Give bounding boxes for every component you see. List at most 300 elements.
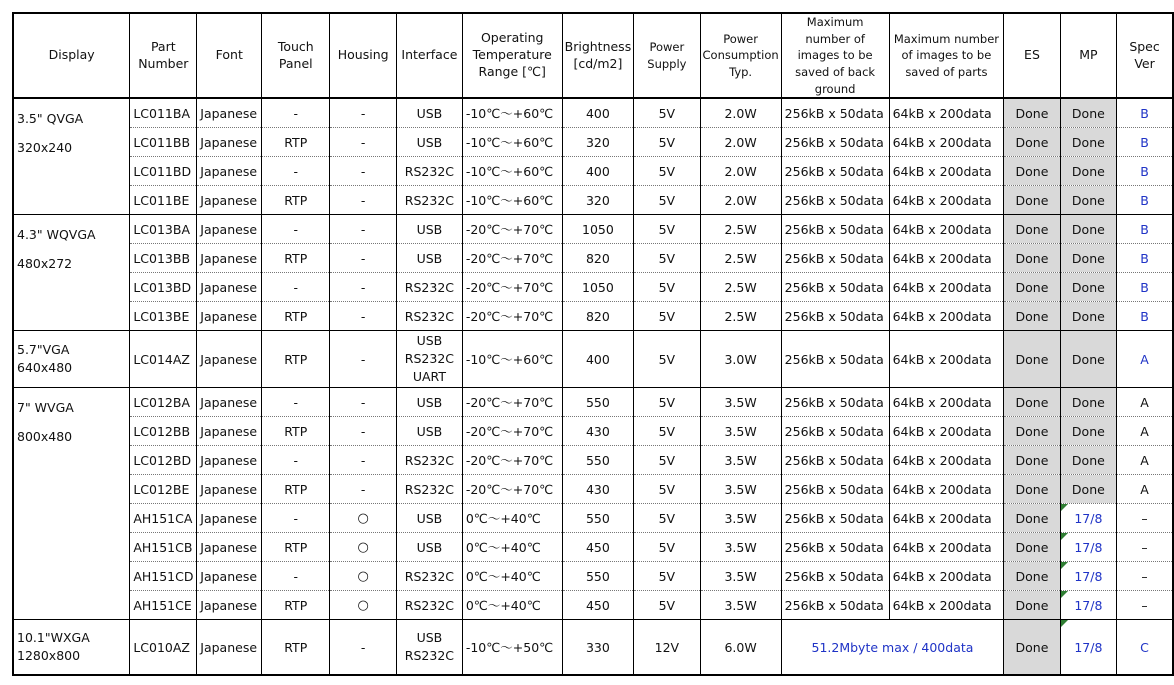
brightness: 330 <box>562 620 634 676</box>
display-cell <box>13 331 130 388</box>
max-parts: 64kB x 200data <box>889 417 1004 446</box>
housing: - <box>330 157 397 186</box>
col-header-font: Font <box>197 13 262 98</box>
mp-status: Done <box>1060 128 1116 157</box>
mp-status: Done <box>1060 302 1116 331</box>
power-supply: 5V <box>634 244 700 273</box>
max-background: 256kB x 50data <box>781 157 889 186</box>
font: Japanese <box>197 533 262 562</box>
operating-temp: -10℃～+60℃ <box>462 186 562 215</box>
mp-status: Done <box>1060 157 1116 186</box>
operating-temp: -20℃～+70℃ <box>462 388 562 417</box>
touch-panel: RTP <box>262 331 330 388</box>
mp-status: 17/8 <box>1060 562 1116 591</box>
power-supply: 5V <box>634 417 700 446</box>
max-background: 256kB x 50data <box>781 331 889 388</box>
max-background: 256kB x 50data <box>781 128 889 157</box>
power-consumption: 3.5W <box>700 591 781 620</box>
es-status: Done <box>1004 533 1060 562</box>
part-number: LC010AZ <box>130 620 197 676</box>
touch-panel: - <box>262 446 330 475</box>
max-parts: 64kB x 200data <box>889 388 1004 417</box>
housing: - <box>330 244 397 273</box>
housing: ○ <box>330 533 397 562</box>
max-background: 256kB x 50data <box>781 273 889 302</box>
power-consumption: 2.5W <box>700 215 781 244</box>
es-status: Done <box>1004 620 1060 676</box>
power-supply: 5V <box>634 446 700 475</box>
power-supply: 5V <box>634 475 700 504</box>
part-number: LC013BD <box>130 273 197 302</box>
es-status: Done <box>1004 273 1060 302</box>
table-body <box>13 98 1173 675</box>
mp-status: Done <box>1060 446 1116 475</box>
housing: - <box>330 620 397 676</box>
col-header-display: Display <box>13 13 130 98</box>
mp-status: 17/8 <box>1060 620 1116 676</box>
spec-version: B <box>1117 186 1173 215</box>
table-row <box>13 533 1173 562</box>
touch-panel: RTP <box>262 417 330 446</box>
operating-temp: 0℃～+40℃ <box>462 591 562 620</box>
interface-line: USB <box>416 333 443 349</box>
spec-version: B <box>1117 157 1173 186</box>
touch-panel: - <box>262 98 330 128</box>
font: Japanese <box>197 273 262 302</box>
touch-panel: - <box>262 215 330 244</box>
table-row <box>13 331 1173 388</box>
spec-version: B <box>1117 128 1173 157</box>
es-status: Done <box>1004 128 1060 157</box>
mp-status: Done <box>1060 98 1116 128</box>
operating-temp: 0℃～+40℃ <box>462 504 562 533</box>
brightness: 400 <box>562 331 634 388</box>
spec-version: A <box>1117 388 1173 417</box>
brightness: 550 <box>562 562 634 591</box>
interface: USB <box>396 128 462 157</box>
max-background: 256kB x 50data <box>781 98 889 128</box>
storage-capacity: 51.2Mbyte max / 400data <box>781 620 1004 676</box>
display-resolution: 640x480 <box>17 360 73 376</box>
interface-line: RS232C <box>404 648 455 664</box>
power-consumption: 3.5W <box>700 504 781 533</box>
mp-status: Done <box>1060 388 1116 417</box>
col-header-max-background: Maximum number of images to be saved of back ground <box>781 13 889 98</box>
font: Japanese <box>197 331 262 388</box>
col-header-es: ES <box>1004 13 1060 98</box>
max-background: 256kB x 50data <box>781 244 889 273</box>
max-parts: 64kB x 200data <box>889 475 1004 504</box>
part-number: LC012BB <box>130 417 197 446</box>
max-background: 256kB x 50data <box>781 302 889 331</box>
touch-panel: RTP <box>262 620 330 676</box>
font: Japanese <box>197 620 262 676</box>
es-status: Done <box>1004 331 1060 388</box>
housing: - <box>330 331 397 388</box>
max-parts: 64kB x 200data <box>889 302 1004 331</box>
part-number: LC011BD <box>130 157 197 186</box>
spec-version: – <box>1117 591 1173 620</box>
power-supply: 5V <box>634 533 700 562</box>
brightness: 550 <box>562 504 634 533</box>
mp-status: Done <box>1060 273 1116 302</box>
max-background: 256kB x 50data <box>781 533 889 562</box>
part-number: LC011BE <box>130 186 197 215</box>
power-consumption: 3.5W <box>700 562 781 591</box>
brightness: 320 <box>562 186 634 215</box>
display-resolution: 480x272 <box>17 256 73 272</box>
es-status: Done <box>1004 504 1060 533</box>
interface: RS232C <box>396 475 462 504</box>
display-size: 5.7"VGA <box>17 342 70 358</box>
product-spec-table <box>12 12 1174 676</box>
col-header-brightness: Brightness [cd/m2] <box>562 13 634 98</box>
operating-temp: -10℃～+60℃ <box>462 331 562 388</box>
operating-temp: -20℃～+70℃ <box>462 215 562 244</box>
max-parts: 64kB x 200data <box>889 98 1004 128</box>
font: Japanese <box>197 244 262 273</box>
brightness: 430 <box>562 475 634 504</box>
interface: USB <box>396 215 462 244</box>
operating-temp: -20℃～+70℃ <box>462 446 562 475</box>
power-consumption: 3.5W <box>700 475 781 504</box>
interface: USB <box>396 417 462 446</box>
touch-panel: RTP <box>262 186 330 215</box>
brightness: 550 <box>562 388 634 417</box>
spec-version: C <box>1117 620 1173 676</box>
es-status: Done <box>1004 591 1060 620</box>
mp-status: 17/8 <box>1060 591 1116 620</box>
es-status: Done <box>1004 98 1060 128</box>
housing: - <box>330 186 397 215</box>
spec-version: A <box>1117 417 1173 446</box>
font: Japanese <box>197 215 262 244</box>
power-supply: 12V <box>634 620 700 676</box>
part-number: LC014AZ <box>130 331 197 388</box>
power-consumption: 3.0W <box>700 331 781 388</box>
interface: RS232C <box>396 562 462 591</box>
power-consumption: 2.5W <box>700 273 781 302</box>
max-parts: 64kB x 200data <box>889 215 1004 244</box>
housing: - <box>330 446 397 475</box>
brightness: 1050 <box>562 215 634 244</box>
font: Japanese <box>197 128 262 157</box>
col-header-interface: Interface <box>396 13 462 98</box>
max-background: 256kB x 50data <box>781 186 889 215</box>
col-header-power-supply: Power Supply <box>634 13 700 98</box>
brightness: 450 <box>562 591 634 620</box>
col-header-max-parts: Maximum number of images to be saved of parts <box>889 13 1004 98</box>
power-supply: 5V <box>634 302 700 331</box>
interface-line: RS232C <box>404 351 455 367</box>
operating-temp: -20℃～+70℃ <box>462 244 562 273</box>
font: Japanese <box>197 302 262 331</box>
power-supply: 5V <box>634 273 700 302</box>
es-status: Done <box>1004 475 1060 504</box>
operating-temp: -20℃～+70℃ <box>462 302 562 331</box>
touch-panel: - <box>262 273 330 302</box>
power-supply: 5V <box>634 562 700 591</box>
power-consumption: 2.0W <box>700 186 781 215</box>
font: Japanese <box>197 591 262 620</box>
interface <box>396 620 462 676</box>
es-status: Done <box>1004 244 1060 273</box>
max-background: 256kB x 50data <box>781 475 889 504</box>
display-size: 10.1"WXGA <box>17 630 90 646</box>
brightness: 450 <box>562 533 634 562</box>
es-status: Done <box>1004 417 1060 446</box>
part-number: LC012BD <box>130 446 197 475</box>
touch-panel: RTP <box>262 475 330 504</box>
touch-panel: - <box>262 157 330 186</box>
touch-panel: - <box>262 562 330 591</box>
spec-version: – <box>1117 504 1173 533</box>
table-row <box>13 128 1173 157</box>
touch-panel: RTP <box>262 591 330 620</box>
es-status: Done <box>1004 562 1060 591</box>
power-supply: 5V <box>634 504 700 533</box>
power-consumption: 3.5W <box>700 533 781 562</box>
max-parts: 64kB x 200data <box>889 157 1004 186</box>
spec-version: A <box>1117 331 1173 388</box>
housing: - <box>330 273 397 302</box>
part-number: LC013BE <box>130 302 197 331</box>
interface-line: USB <box>416 630 443 646</box>
operating-temp: -10℃～+60℃ <box>462 157 562 186</box>
mp-status: Done <box>1060 186 1116 215</box>
max-parts: 64kB x 200data <box>889 533 1004 562</box>
max-parts: 64kB x 200data <box>889 591 1004 620</box>
display-resolution: 800x480 <box>17 429 73 445</box>
power-supply: 5V <box>634 215 700 244</box>
font: Japanese <box>197 157 262 186</box>
es-status: Done <box>1004 446 1060 475</box>
mp-status: Done <box>1060 244 1116 273</box>
font: Japanese <box>197 417 262 446</box>
touch-panel: RTP <box>262 128 330 157</box>
col-header-operating-temp: Operating Temperature Range [℃] <box>462 13 562 98</box>
display-resolution: 1280x800 <box>17 648 81 664</box>
part-number: LC013BB <box>130 244 197 273</box>
power-supply: 5V <box>634 98 700 128</box>
power-consumption: 2.0W <box>700 98 781 128</box>
max-parts: 64kB x 200data <box>889 331 1004 388</box>
table-row <box>13 475 1173 504</box>
table-row <box>13 157 1173 186</box>
table-row <box>13 215 1173 244</box>
es-status: Done <box>1004 186 1060 215</box>
brightness: 1050 <box>562 273 634 302</box>
power-consumption: 6.0W <box>700 620 781 676</box>
interface: RS232C <box>396 157 462 186</box>
col-header-housing: Housing <box>330 13 397 98</box>
part-number: LC013BA <box>130 215 197 244</box>
font: Japanese <box>197 186 262 215</box>
power-supply: 5V <box>634 128 700 157</box>
spec-version: B <box>1117 244 1173 273</box>
col-header-power-consumption: Power Consumption Typ. <box>700 13 781 98</box>
table-row <box>13 244 1173 273</box>
power-consumption: 3.5W <box>700 417 781 446</box>
max-background: 256kB x 50data <box>781 504 889 533</box>
spec-version: B <box>1117 302 1173 331</box>
housing: - <box>330 128 397 157</box>
display-cell <box>13 98 130 215</box>
max-parts: 64kB x 200data <box>889 446 1004 475</box>
interface: RS232C <box>396 446 462 475</box>
part-number: LC012BE <box>130 475 197 504</box>
table-row <box>13 591 1173 620</box>
power-consumption: 3.5W <box>700 388 781 417</box>
es-status: Done <box>1004 215 1060 244</box>
font: Japanese <box>197 562 262 591</box>
interface: RS232C <box>396 273 462 302</box>
mp-status: Done <box>1060 417 1116 446</box>
mp-status: 17/8 <box>1060 504 1116 533</box>
housing: ○ <box>330 504 397 533</box>
table-row <box>13 620 1173 676</box>
spec-version: B <box>1117 98 1173 128</box>
brightness: 430 <box>562 417 634 446</box>
table-row <box>13 562 1173 591</box>
display-resolution: 320x240 <box>17 140 73 156</box>
operating-temp: -20℃～+70℃ <box>462 273 562 302</box>
es-status: Done <box>1004 157 1060 186</box>
housing: - <box>330 215 397 244</box>
max-parts: 64kB x 200data <box>889 244 1004 273</box>
power-consumption: 2.5W <box>700 302 781 331</box>
brightness: 400 <box>562 98 634 128</box>
interface: USB <box>396 504 462 533</box>
display-cell <box>13 215 130 331</box>
font: Japanese <box>197 98 262 128</box>
mp-status: 17/8 <box>1060 533 1116 562</box>
mp-status: Done <box>1060 475 1116 504</box>
power-consumption: 2.0W <box>700 128 781 157</box>
table-row <box>13 302 1173 331</box>
max-background: 256kB x 50data <box>781 417 889 446</box>
es-status: Done <box>1004 388 1060 417</box>
part-number: AH151CE <box>130 591 197 620</box>
max-background: 256kB x 50data <box>781 388 889 417</box>
touch-panel: RTP <box>262 302 330 331</box>
max-background: 256kB x 50data <box>781 215 889 244</box>
display-cell <box>13 620 130 676</box>
spec-version: – <box>1117 562 1173 591</box>
spec-version: B <box>1117 215 1173 244</box>
part-number: AH151CA <box>130 504 197 533</box>
power-consumption: 3.5W <box>700 446 781 475</box>
power-supply: 5V <box>634 388 700 417</box>
spec-version: A <box>1117 446 1173 475</box>
max-parts: 64kB x 200data <box>889 128 1004 157</box>
max-background: 256kB x 50data <box>781 562 889 591</box>
interface: USB <box>396 533 462 562</box>
power-supply: 5V <box>634 157 700 186</box>
operating-temp: 0℃～+40℃ <box>462 562 562 591</box>
table-row <box>13 98 1173 128</box>
col-header-touch-panel: Touch Panel <box>262 13 330 98</box>
power-supply: 5V <box>634 591 700 620</box>
operating-temp: -10℃～+60℃ <box>462 128 562 157</box>
font: Japanese <box>197 446 262 475</box>
power-supply: 5V <box>634 186 700 215</box>
power-supply: 5V <box>634 331 700 388</box>
mp-status: Done <box>1060 215 1116 244</box>
header-row <box>13 13 1173 98</box>
max-background: 256kB x 50data <box>781 446 889 475</box>
operating-temp: -10℃～+60℃ <box>462 98 562 128</box>
brightness: 550 <box>562 446 634 475</box>
interface: USB <box>396 388 462 417</box>
housing: - <box>330 302 397 331</box>
housing: ○ <box>330 591 397 620</box>
max-background: 256kB x 50data <box>781 591 889 620</box>
part-number: AH151CD <box>130 562 197 591</box>
table-row <box>13 186 1173 215</box>
part-number: LC011BA <box>130 98 197 128</box>
max-parts: 64kB x 200data <box>889 186 1004 215</box>
font: Japanese <box>197 475 262 504</box>
part-number: LC011BB <box>130 128 197 157</box>
housing: - <box>330 98 397 128</box>
interface: RS232C <box>396 302 462 331</box>
touch-panel: RTP <box>262 533 330 562</box>
operating-temp: 0℃～+40℃ <box>462 533 562 562</box>
display-size: 3.5" QVGA <box>17 111 84 127</box>
operating-temp: -20℃～+70℃ <box>462 417 562 446</box>
operating-temp: -20℃～+70℃ <box>462 475 562 504</box>
touch-panel: - <box>262 388 330 417</box>
brightness: 820 <box>562 302 634 331</box>
table-row <box>13 417 1173 446</box>
interface: RS232C <box>396 186 462 215</box>
power-consumption: 2.5W <box>700 244 781 273</box>
col-header-spec-ver: Spec Ver <box>1117 13 1173 98</box>
mp-status: Done <box>1060 331 1116 388</box>
table-row <box>13 273 1173 302</box>
brightness: 820 <box>562 244 634 273</box>
operating-temp: -10℃～+50℃ <box>462 620 562 676</box>
spec-version: – <box>1117 533 1173 562</box>
col-header-part-number: Part Number <box>130 13 197 98</box>
housing: - <box>330 417 397 446</box>
font: Japanese <box>197 504 262 533</box>
spec-version: B <box>1117 273 1173 302</box>
table-row <box>13 388 1173 417</box>
part-number: AH151CB <box>130 533 197 562</box>
part-number: LC012BA <box>130 388 197 417</box>
col-header-mp: MP <box>1060 13 1116 98</box>
es-status: Done <box>1004 302 1060 331</box>
interface: RS232C <box>396 591 462 620</box>
touch-panel: - <box>262 504 330 533</box>
font: Japanese <box>197 388 262 417</box>
housing: - <box>330 475 397 504</box>
brightness: 320 <box>562 128 634 157</box>
max-parts: 64kB x 200data <box>889 273 1004 302</box>
housing: ○ <box>330 562 397 591</box>
housing: - <box>330 388 397 417</box>
display-cell <box>13 388 130 620</box>
brightness: 400 <box>562 157 634 186</box>
spec-version: A <box>1117 475 1173 504</box>
display-size: 7" WVGA <box>17 400 74 416</box>
power-consumption: 2.0W <box>700 157 781 186</box>
interface <box>396 331 462 388</box>
interface: USB <box>396 244 462 273</box>
touch-panel: RTP <box>262 244 330 273</box>
